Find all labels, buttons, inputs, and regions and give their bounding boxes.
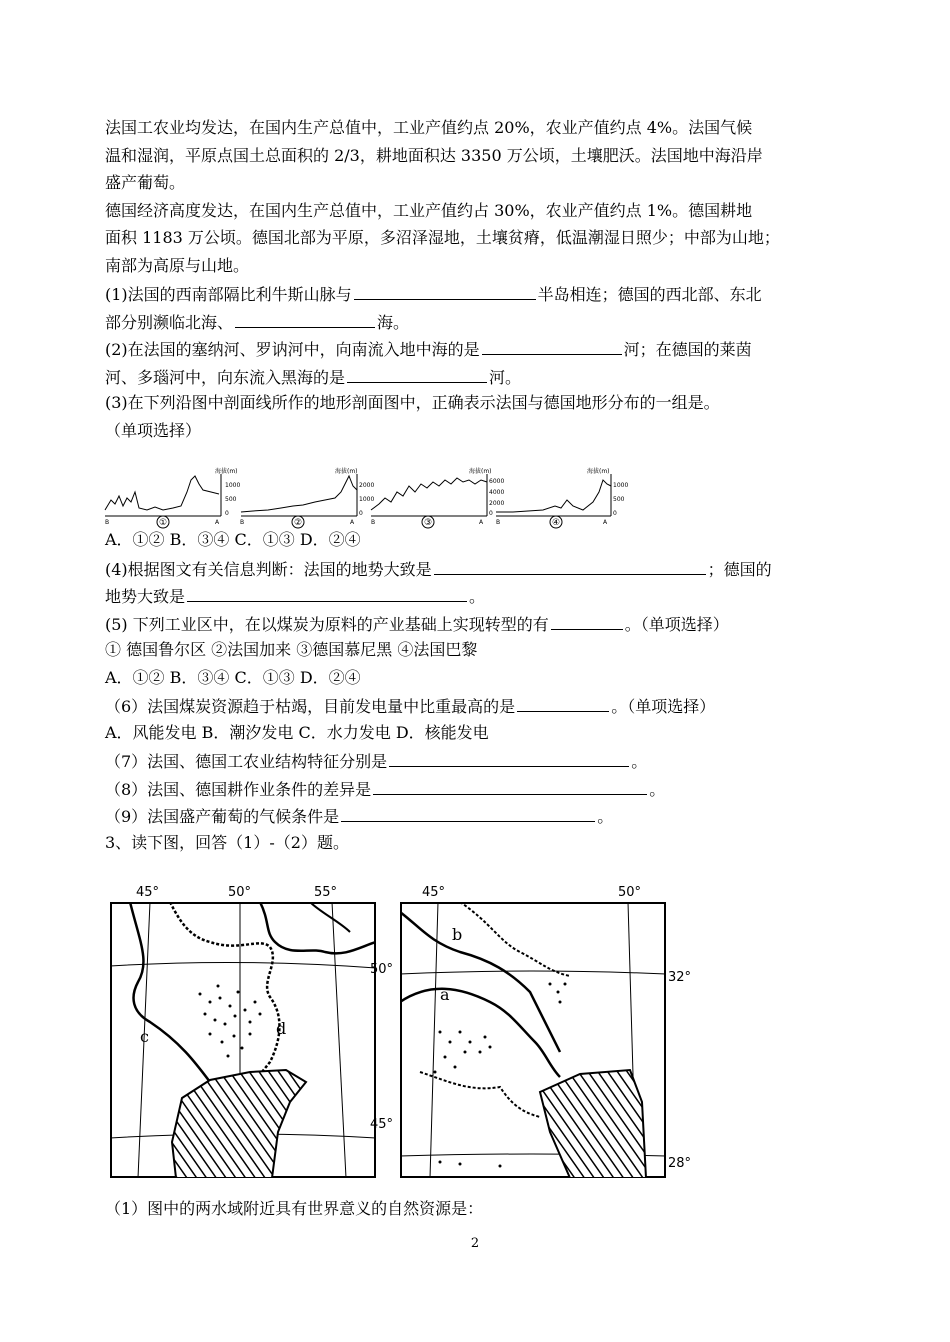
map-left-label-d: d: [276, 1019, 287, 1038]
answer-blank[interactable]: [187, 581, 467, 602]
profile-4-end-b: B: [496, 519, 501, 526]
profile-4-tick-1000: 1000: [613, 482, 629, 489]
map-right-lat-28: 28°: [668, 1156, 692, 1171]
map-right-label-a: a: [440, 985, 450, 1004]
question-3-heading: 3、读下图，回答（1）-（2）题。: [105, 832, 349, 852]
answer-blank[interactable]: [354, 279, 536, 300]
profile-2-end-a: A: [350, 519, 355, 526]
profile-1-end-b: B: [105, 519, 110, 526]
page-number: 2: [470, 1236, 480, 1251]
question-4: (4)根据图文有关信息判断：法国的地势大致是 ；德国的: [105, 554, 845, 582]
paragraph-germany-1: 德国经济高度发达，在国内生产总值中，工业产值约占 30%，农业产值约点 1%。德国耕地: [105, 200, 753, 220]
paragraph-germany-2: 面积 1183 万公顷。德国北部为平原，多沼泽湿地，土壤贫瘠，低温潮湿日照少；中部为山地；: [105, 228, 780, 247]
paragraph-germany-3: 南部为高原与山地。: [105, 255, 250, 275]
paragraph-france-3: 盛产葡萄。: [105, 173, 186, 192]
profile-4-curve: [496, 480, 611, 512]
profile-2-tick-2000: 2000: [359, 482, 375, 489]
answer-blank[interactable]: [389, 746, 629, 767]
map-left-lat-50: 50°: [370, 962, 394, 977]
question-5-items: ① 德国鲁尔区 ②法国加来 ③德国慕尼黑 ④法国巴黎: [105, 640, 478, 659]
map-right-lon-50: 50°: [618, 885, 642, 900]
profile-2-axis-title: 海拔(m): [335, 468, 358, 475]
profile-2-label: ②: [293, 518, 303, 528]
profile-4-end-a: A: [603, 519, 608, 526]
profile-3-end-a: A: [479, 519, 484, 526]
profile-1-tick-500: 500: [225, 496, 237, 503]
profile-2-tick-0: 0: [359, 510, 363, 517]
profile-1-axis-title: 海拔(m): [215, 468, 238, 475]
question-9: （9）法国盛产葡萄的气候条件是 。: [105, 801, 845, 829]
answer-blank[interactable]: [551, 609, 623, 630]
answer-blank[interactable]: [373, 774, 647, 795]
profile-4-label: ④: [551, 518, 561, 528]
profile-3-label: ③: [423, 518, 433, 528]
question-2: (2)在法国的塞纳河、罗讷河中，向南流入地中海的是 河；在德国的莱茵: [105, 334, 845, 362]
question-7: （7）法国、德国工农业结构特征分别是 。: [105, 746, 845, 774]
profile-1-tick-1000: 1000: [225, 482, 241, 489]
map-right-label-b: b: [452, 925, 463, 944]
question-2-cont: 河、多瑙河中，向东流入黑海的是 河。: [105, 362, 845, 390]
question-8: （8）法国、德国耕作业条件的差异是 。: [105, 774, 845, 802]
question-3-1: （1）图中的两水域附近具有世界意义的自然资源是：: [105, 1199, 484, 1218]
question-4-cont: 地势大致是 。: [105, 581, 845, 609]
answer-blank[interactable]: [434, 554, 706, 575]
question-1: (1)法国的西南部隔比利牛斯山脉与 半岛相连；德国的西北部、东北: [105, 279, 845, 307]
paragraph-france-1: 法国工农业均发达，在国内生产总值中，工业产值约点 20%，农业产值约点 4%。法国气候: [105, 118, 753, 137]
answer-blank[interactable]: [517, 691, 609, 712]
profile-1-tick-0: 0: [225, 510, 229, 517]
question-6-options: A．风能发电 B．潮汐发电 C．水力发电 D．核能发电: [105, 722, 489, 742]
profile-3-tick-6000: 6000: [489, 478, 505, 485]
question-5-options: A．①② B．③④ C．①③ D．②④: [105, 667, 361, 687]
question-3-options: A．①② B．③④ C．①③ D．②④: [105, 530, 361, 549]
profile-4-tick-0: 0: [613, 510, 617, 517]
map-left-lon-55: 55°: [314, 885, 338, 900]
answer-blank[interactable]: [235, 307, 375, 328]
profile-3-end-b: B: [371, 519, 376, 526]
question-3-note: （单项选择）: [105, 420, 202, 440]
terrain-profiles-figure: [103, 462, 638, 530]
profile-3-axis-title: 海拔(m): [469, 468, 492, 475]
profile-3-tick-0: 0: [489, 510, 493, 517]
profile-4-axis-title: 海拔(m): [587, 468, 610, 475]
profile-2-end-b: B: [240, 519, 245, 526]
paragraph-france-2: 温和湿润，平原点国土总面积的 2/3，耕地面积达 3350 万公顷，土壤肥沃。法国地中海沿岸: [105, 145, 763, 165]
profile-2-curve: [241, 476, 357, 512]
map-left-lon-50: 50°: [228, 885, 252, 900]
profile-1-label: ①: [158, 518, 168, 528]
map-right-lat-32: 32°: [668, 970, 692, 985]
map-left: [110, 902, 376, 1178]
profile-2-tick-1000: 1000: [359, 496, 375, 503]
question-3: (3)在下列沿图中剖面线所作的地形剖面图中，正确表示法国与德国地形分布的一组是。: [105, 393, 720, 412]
question-6: （6）法国煤炭资源趋于枯竭，目前发电量中比重最高的是 。（单项选择）: [105, 691, 845, 719]
answer-blank[interactable]: [347, 362, 487, 383]
profile-3-tick-4000: 4000: [489, 489, 505, 496]
question-5: (5) 下列工业区中，在以煤炭为原料的产业基础上实现转型的有 。（单项选择）: [105, 609, 845, 637]
map-right-lon-45: 45°: [422, 885, 446, 900]
profile-3-curve: [371, 478, 487, 510]
profile-1-end-a: A: [215, 519, 220, 526]
profile-3-tick-2000: 2000: [489, 500, 505, 507]
profile-1-curve: [105, 476, 219, 510]
map-left-label-c: c: [140, 1027, 149, 1046]
map-right: [400, 902, 666, 1178]
answer-blank[interactable]: [341, 801, 595, 822]
profile-4-tick-500: 500: [613, 496, 625, 503]
question-1-cont: 部分别濒临北海、 海。: [105, 307, 845, 335]
map-left-lat-45: 45°: [370, 1117, 394, 1132]
map-left-lon-45: 45°: [136, 885, 160, 900]
answer-blank[interactable]: [482, 334, 622, 355]
